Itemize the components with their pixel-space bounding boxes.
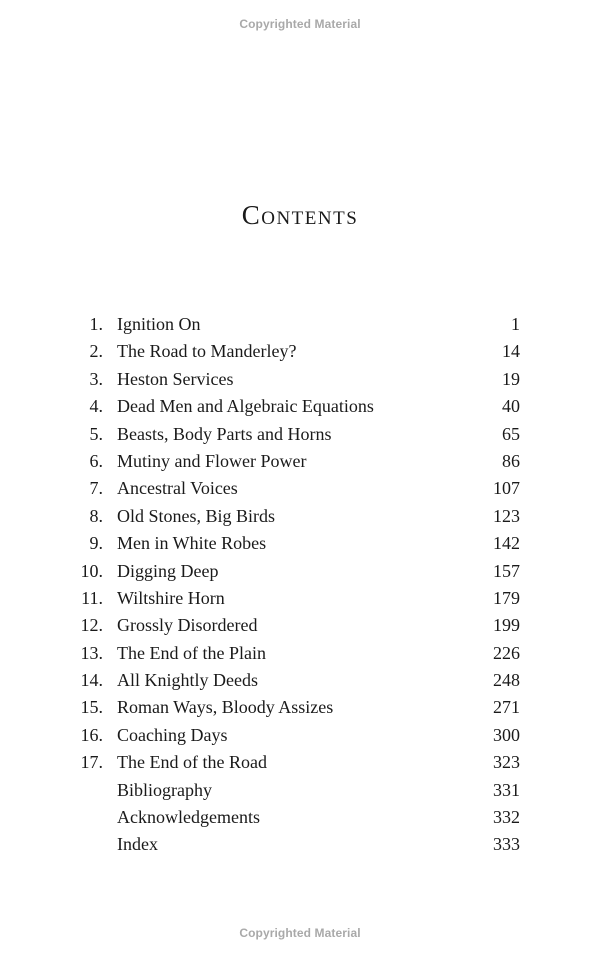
toc-entry-page: 271: [493, 697, 520, 718]
toc-entry-title: Roman Ways, Bloody Assizes: [117, 697, 334, 718]
toc-entry-page: 1: [511, 314, 520, 334]
toc-entry[interactable]: [0, 448, 600, 475]
toc-entry[interactable]: [0, 585, 600, 612]
toc-entry-page: 86: [502, 450, 520, 471]
toc-entry-page: 157: [493, 560, 520, 581]
toc-entry[interactable]: [0, 640, 600, 667]
toc-entry-title: Old Stones, Big Birds: [117, 505, 276, 526]
toc-entry[interactable]: [0, 694, 600, 721]
toc-entry-number: 6.: [89, 450, 103, 471]
toc-entry-title: Ignition On: [117, 314, 201, 334]
toc-entry-page: 300: [493, 724, 520, 745]
toc-entry-title: Beasts, Body Parts and Horns: [117, 423, 332, 444]
toc-entry-page: 40: [502, 396, 520, 417]
toc-entry-bibliography[interactable]: [0, 777, 600, 804]
toc-entry-title: The Road to Manderley?: [117, 341, 297, 362]
toc-entry-title: Men in White Robes: [117, 533, 267, 554]
toc-entry[interactable]: [0, 612, 600, 639]
toc-entry-page: 14: [502, 341, 520, 362]
toc-entry-index[interactable]: [0, 831, 600, 858]
copyright-watermark-bottom: Copyrighted Material: [239, 926, 361, 940]
toc-entry-page: 65: [502, 423, 520, 444]
toc-entry-title: Heston Services: [117, 368, 234, 389]
toc-entry-page: 199: [493, 615, 520, 636]
toc-entry-page: 248: [493, 670, 520, 691]
toc-entry[interactable]: [0, 503, 600, 530]
toc-entry-page: 332: [493, 807, 520, 828]
toc-entry[interactable]: [0, 311, 600, 338]
toc-entry-number: 1.: [89, 314, 103, 334]
toc-entry-acknowledgements[interactable]: [0, 804, 600, 831]
toc-entry[interactable]: [0, 749, 600, 776]
toc-entry-number: 12.: [80, 615, 103, 636]
toc-entry[interactable]: [0, 722, 600, 749]
toc-entry[interactable]: [0, 421, 600, 448]
copyright-watermark-top: Copyrighted Material: [239, 17, 361, 31]
toc-entry-title: The End of the Road: [117, 752, 267, 773]
toc-entry[interactable]: [0, 366, 600, 393]
toc-entry-number: 5.: [89, 423, 103, 444]
toc-entry-page: 331: [493, 779, 520, 800]
toc-entry-number: 3.: [89, 368, 103, 389]
toc-entry-title: Wiltshire Horn: [117, 587, 225, 608]
toc-entry-title: Coaching Days: [117, 724, 228, 745]
toc-entry-title: All Knightly Deeds: [117, 670, 258, 691]
toc-entry-page: 179: [493, 587, 520, 608]
toc-entry-number: 2.: [89, 341, 103, 362]
toc-entry-number: 17.: [80, 752, 103, 773]
toc-entry-number: 16.: [80, 724, 103, 745]
toc-entry-title: Dead Men and Algebraic Equations: [117, 396, 374, 417]
toc-entry-page: 123: [493, 505, 520, 526]
toc-entry-number: 8.: [89, 505, 103, 526]
toc-entry-number: 13.: [80, 642, 103, 663]
toc-entry-number: 10.: [80, 560, 103, 581]
toc-entry-page: 142: [493, 533, 520, 554]
toc-entry-title: Grossly Disordered: [117, 615, 258, 636]
toc-entry[interactable]: [0, 393, 600, 420]
toc-entry-number: 7.: [89, 478, 103, 499]
table-of-contents: [0, 311, 600, 859]
toc-entry[interactable]: [0, 530, 600, 557]
toc-entry[interactable]: [0, 475, 600, 502]
toc-entry-title: Acknowledgements: [117, 807, 260, 828]
toc-entry-number: 9.: [89, 533, 103, 554]
toc-entry-page: 107: [493, 478, 520, 499]
toc-entry-number: 4.: [89, 396, 103, 417]
toc-entry[interactable]: [0, 338, 600, 365]
toc-entry-page: 226: [493, 642, 520, 663]
toc-entry-page: 333: [493, 834, 520, 855]
toc-entry-title: Digging Deep: [117, 560, 219, 581]
toc-entry-title: Bibliography: [117, 779, 212, 800]
page-title: Contents: [241, 200, 359, 230]
toc-entry-title: Mutiny and Flower Power: [117, 450, 307, 471]
toc-entry-title: Ancestral Voices: [117, 478, 238, 499]
toc-entry-title: Index: [117, 834, 158, 855]
toc-entry-number: 14.: [80, 670, 103, 691]
toc-entry-number: 11.: [81, 587, 103, 608]
toc-entry-number: 15.: [80, 697, 103, 718]
toc-entry[interactable]: [0, 558, 600, 585]
toc-entry[interactable]: [0, 667, 600, 694]
toc-entry-title: The End of the Plain: [117, 642, 266, 663]
toc-entry-page: 19: [502, 368, 520, 389]
toc-entry-page: 323: [493, 752, 520, 773]
